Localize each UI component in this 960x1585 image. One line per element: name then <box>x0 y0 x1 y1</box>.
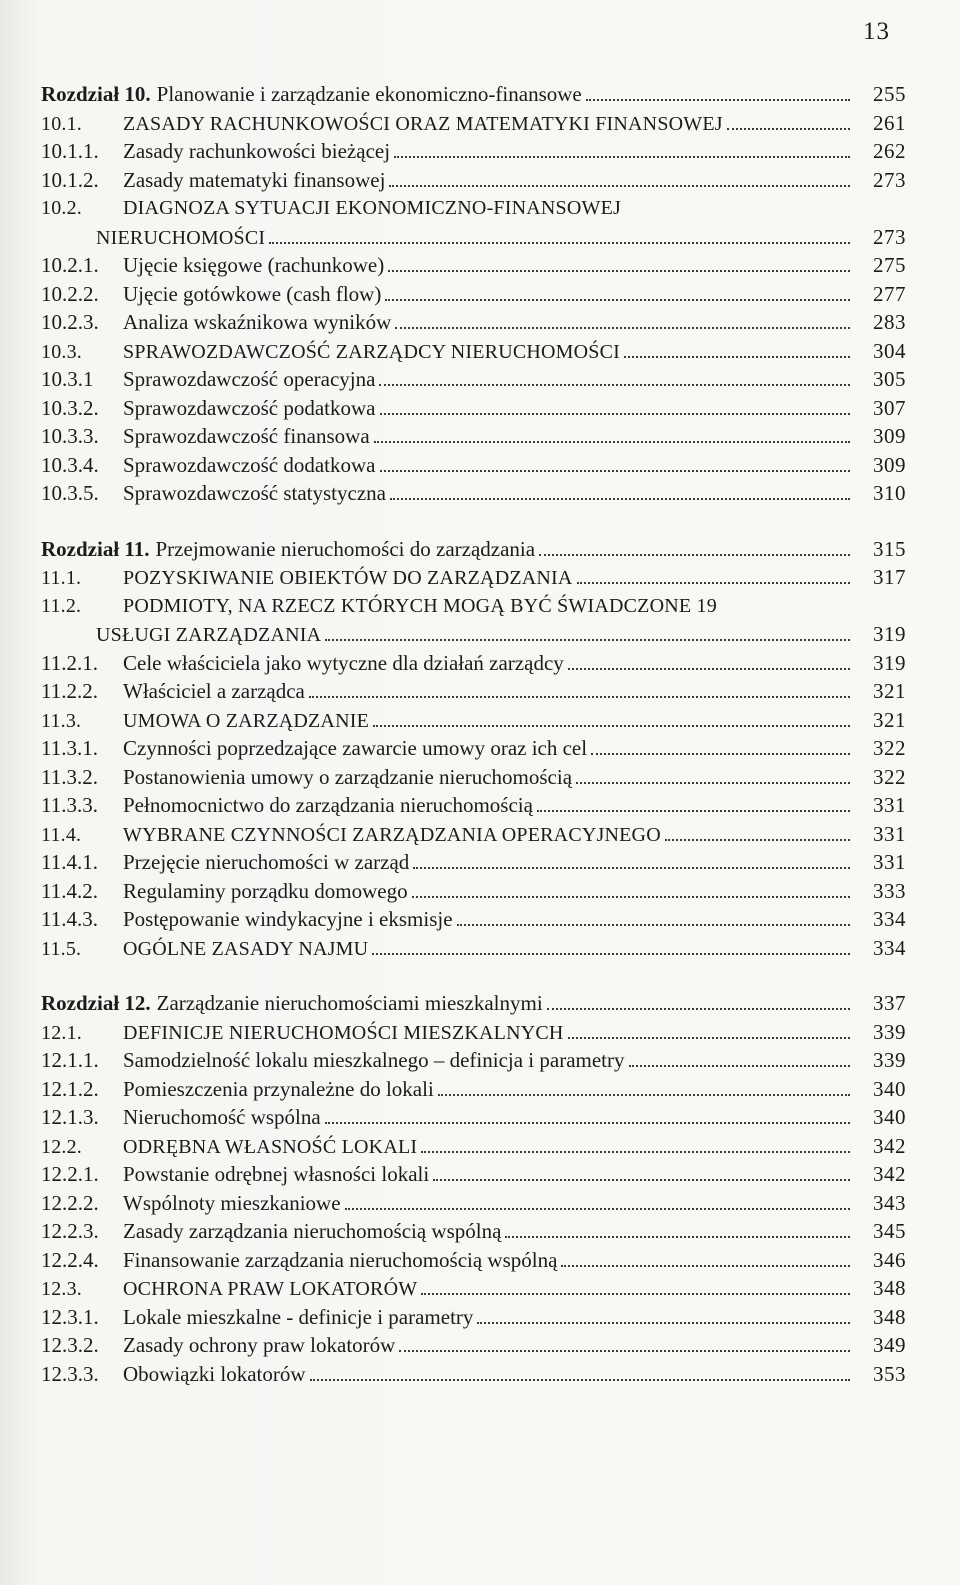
toc-entry <box>41 1075 906 1104</box>
dot-leader <box>310 1379 850 1381</box>
toc-entry <box>41 479 906 508</box>
toc-entry <box>41 1246 906 1275</box>
dot-leader <box>345 1208 850 1210</box>
toc-entry <box>41 308 906 337</box>
entry-title: DIAGNOZA SYTUACJI EKONOMICZNO-FINANSOWEJ <box>123 197 621 219</box>
entry-page: 348 <box>873 1304 906 1329</box>
entry-title: Postępowanie windykacyjne i eksmisje <box>123 907 453 931</box>
entry-title: POZYSKIWANIE OBIEKTÓW DO ZARZĄDZANIA <box>123 567 573 589</box>
entry-number: Rozdział 11. <box>41 536 150 561</box>
toc-entry <box>41 166 906 195</box>
entry-title: Pełnomocnictwo do zarządzania nieruchomością <box>123 793 533 817</box>
entry-title: OGÓLNE ZASADY NAJMU <box>123 937 369 960</box>
entry-page: 321 <box>873 679 906 703</box>
entry-number: 12.1.3. <box>41 1105 99 1129</box>
entry-title: Zasady zarządzania nieruchomością wspólną <box>123 1219 502 1243</box>
entry-number: 12.2.3. <box>41 1219 99 1243</box>
entry-number: 10.2. <box>41 197 82 219</box>
dot-leader <box>412 896 850 898</box>
entry-title: Zasady ochrony praw lokatorów <box>123 1333 396 1357</box>
entry-title: Zasady matematyki finansowej <box>123 167 386 192</box>
entry-number: 11.1. <box>41 567 82 589</box>
entry-page: 273 <box>873 167 906 192</box>
dot-leader <box>505 1236 850 1238</box>
entry-title: DEFINICJE NIERUCHOMOŚCI MIESZKALNYCH <box>123 1021 564 1044</box>
toc-chapter <box>41 80 906 508</box>
entry-page: 273 <box>873 224 906 249</box>
toc-entry <box>41 280 906 309</box>
entry-page: 348 <box>873 1276 906 1300</box>
toc-entry <box>41 394 906 423</box>
entry-page: 345 <box>873 1219 906 1243</box>
dot-leader <box>591 753 850 755</box>
dot-leader <box>421 1151 850 1153</box>
entry-title: Cele właściciela jako wytyczne dla działań zarządcy <box>123 650 564 675</box>
toc-entry <box>41 677 906 706</box>
toc-entry <box>41 337 906 366</box>
toc-entry <box>41 620 906 649</box>
chapter-heading <box>41 989 906 1018</box>
entry-title: WYBRANE CZYNNOŚCI ZARZĄDZANIA OPERACYJNEGO <box>123 823 661 846</box>
entry-number: 10.3.3. <box>41 424 99 448</box>
entry-number: 12.1. <box>41 1021 82 1044</box>
entry-title: Ujęcie księgowe (rachunkowe) <box>123 253 385 277</box>
toc-entry <box>41 1160 906 1189</box>
entry-page: 343 <box>873 1190 906 1215</box>
table-of-contents <box>41 80 906 1388</box>
entry-title: Analiza wskaźnikowa wyników <box>123 310 392 334</box>
entry-page: 307 <box>873 395 906 420</box>
entry-page: 317 <box>873 565 906 589</box>
entry-number: 10.3.2. <box>41 395 99 420</box>
dot-leader <box>385 299 850 301</box>
dot-leader <box>325 639 850 641</box>
dot-leader <box>629 1065 851 1067</box>
dot-leader <box>727 128 850 130</box>
dot-leader <box>399 1350 850 1352</box>
toc-entry <box>41 1303 906 1332</box>
dot-leader <box>394 156 850 158</box>
entry-page: 255 <box>873 82 906 106</box>
entry-page: 261 <box>873 110 906 135</box>
toc-entry <box>41 592 906 621</box>
entry-title: NIERUCHOMOŚCI <box>96 226 266 249</box>
toc-chapter <box>41 535 906 963</box>
entry-page: 315 <box>873 536 906 561</box>
entry-title: Ujęcie gotówkowe (cash flow) <box>123 281 382 306</box>
entry-number: Rozdział 12. <box>41 991 151 1015</box>
entry-title: Lokale mieszkalne - definicje i parametry <box>123 1304 474 1329</box>
entry-page: 340 <box>873 1105 906 1129</box>
entry-page: 322 <box>873 736 906 760</box>
entry-title: Zarządzanie nieruchomościami mieszkalnymi <box>156 991 543 1015</box>
dot-leader <box>539 554 850 556</box>
toc-entry <box>41 763 906 792</box>
entry-page: 353 <box>873 1361 906 1386</box>
toc-entry <box>41 451 906 480</box>
toc-entry <box>41 734 906 763</box>
toc-entry <box>41 422 906 451</box>
toc-entry <box>41 1132 906 1161</box>
entry-page: 319 <box>873 622 906 646</box>
dot-leader <box>438 1094 850 1096</box>
dot-leader <box>388 270 850 272</box>
entry-number: 11.4. <box>41 823 82 846</box>
entry-number: 12.2.1. <box>41 1162 99 1186</box>
entry-number: 10.1.1. <box>41 139 99 163</box>
toc-entry <box>41 706 906 735</box>
entry-page: 333 <box>873 878 906 903</box>
entry-page: 340 <box>873 1076 906 1101</box>
entry-page: 334 <box>873 907 906 931</box>
entry-page: 331 <box>873 821 906 846</box>
toc-entry <box>41 365 906 394</box>
entry-page: 331 <box>873 850 906 874</box>
entry-title: Czynności poprzedzające zawarcie umowy oraz ich cel <box>123 736 588 760</box>
entry-title: Postanowienia umowy o zarządzanie nieruchomością <box>123 764 573 789</box>
toc-entry <box>41 563 906 592</box>
toc-entry <box>41 251 906 280</box>
entry-page: 346 <box>873 1247 906 1272</box>
dot-leader <box>421 1293 850 1295</box>
entry-title: Przejęcie nieruchomości w zarząd <box>123 850 410 874</box>
dot-leader <box>547 1008 850 1010</box>
entry-number: 10.3.5. <box>41 481 99 505</box>
entry-number: 12.1.1. <box>41 1048 99 1072</box>
entry-number: 12.3.2. <box>41 1333 99 1357</box>
toc-entry <box>41 1217 906 1246</box>
toc-entry <box>41 194 906 223</box>
toc-entry <box>41 1103 906 1132</box>
entry-page: 337 <box>873 991 906 1015</box>
entry-page: 275 <box>873 253 906 277</box>
dot-leader <box>373 725 850 727</box>
entry-number: 12.3.3. <box>41 1361 99 1386</box>
toc-entry <box>41 934 906 963</box>
entry-number: 10.1. <box>41 112 82 135</box>
dot-leader <box>433 1179 850 1181</box>
entry-number: 11.4.1. <box>41 850 98 874</box>
entry-page: 309 <box>873 452 906 477</box>
entry-page: 319 <box>873 650 906 675</box>
entry-title: Zasady rachunkowości bieżącej <box>123 139 391 163</box>
entry-number: 11.4.2. <box>41 878 98 903</box>
toc-entry <box>41 1018 906 1047</box>
dot-leader <box>380 413 851 415</box>
dot-leader <box>537 810 850 812</box>
dot-leader <box>413 867 850 869</box>
dot-leader <box>477 1322 850 1324</box>
entry-title: PODMIOTY, NA RZECZ KTÓRYCH MOGĄ BYĆ ŚWIADCZONE 19 <box>123 594 717 617</box>
entry-number: 10.1.2. <box>41 167 99 192</box>
chapter-heading <box>41 535 906 564</box>
entry-title: Sprawozdawczość podatkowa <box>123 395 376 420</box>
entry-page: 304 <box>873 338 906 363</box>
dot-leader <box>561 1265 850 1267</box>
entry-page: 310 <box>873 481 906 505</box>
entry-page: 321 <box>873 707 906 732</box>
dot-leader <box>624 356 850 358</box>
entry-page: 334 <box>873 935 906 960</box>
entry-title: Regulaminy porządku domowego <box>123 878 408 903</box>
entry-number: 10.2.1. <box>41 253 99 277</box>
entry-title: Powstanie odrębnej własności lokali <box>123 1162 430 1186</box>
entry-page: 309 <box>873 424 906 448</box>
dot-leader <box>457 924 850 926</box>
entry-number: 10.3.1 <box>41 367 94 391</box>
entry-number: 11.3. <box>41 709 82 732</box>
dot-leader <box>586 99 850 101</box>
entry-title: OCHRONA PRAW LOKATORÓW <box>123 1278 418 1300</box>
toc-entry <box>41 109 906 138</box>
entry-number: 12.2. <box>41 1135 82 1158</box>
entry-page: 322 <box>873 764 906 789</box>
entry-title: Sprawozdawczość dodatkowa <box>123 452 376 477</box>
entry-number: 11.3.1. <box>41 736 98 760</box>
dot-leader <box>374 441 850 443</box>
entry-title: Obowiązki lokatorów <box>123 1361 306 1386</box>
entry-number: 10.2.2. <box>41 281 99 306</box>
dot-leader <box>389 185 850 187</box>
dot-leader <box>568 668 850 670</box>
toc-entry <box>41 820 906 849</box>
entry-title: ODRĘBNA WŁASNOŚĆ LOKALI <box>123 1135 418 1158</box>
toc-entry <box>41 1360 906 1389</box>
toc-entry <box>41 848 906 877</box>
dot-leader <box>380 470 851 472</box>
entry-number: 11.5. <box>41 937 82 960</box>
entry-title: Planowanie i zarządzanie ekonomiczno-finansowe <box>156 82 582 106</box>
entry-page: 331 <box>873 793 906 817</box>
entry-title: USŁUGI ZARZĄDZANIA <box>96 624 322 646</box>
toc-entry <box>41 1189 906 1218</box>
entry-title: Samodzielność lokalu mieszkalnego – definicja i parametry <box>123 1048 625 1072</box>
entry-title: ZASADY RACHUNKOWOŚCI ORAZ MATEMATYKI FINANSOWEJ <box>123 112 723 135</box>
entry-page: 349 <box>873 1333 906 1357</box>
entry-title: Przejmowanie nieruchomości do zarządzania <box>155 536 536 561</box>
toc-entry <box>41 1274 906 1303</box>
entry-title: Finansowanie zarządzania nieruchomością wspólną <box>123 1247 558 1272</box>
entry-number: 11.3.2. <box>41 764 98 789</box>
entry-title: Wspólnoty mieszkaniowe <box>123 1190 341 1215</box>
entry-page: 342 <box>873 1133 906 1158</box>
toc-entry <box>41 137 906 166</box>
entry-page: 342 <box>873 1162 906 1186</box>
entry-page: 283 <box>873 310 906 334</box>
entry-title: Nieruchomość wspólna <box>123 1105 321 1129</box>
entry-title: Sprawozdawczość operacyjna <box>123 367 376 391</box>
entry-title: Sprawozdawczość finansowa <box>123 424 370 448</box>
entry-number: 11.4.3. <box>41 907 98 931</box>
dot-leader <box>269 242 850 244</box>
entry-number: 10.3.4. <box>41 452 99 477</box>
entry-page: 305 <box>873 367 906 391</box>
entry-number: 11.2.1. <box>41 650 98 675</box>
page-number: 13 <box>863 18 890 45</box>
entry-number: 12.1.2. <box>41 1076 99 1101</box>
chapter-heading <box>41 80 906 109</box>
entry-number: 12.3. <box>41 1278 82 1300</box>
dot-leader <box>568 1037 850 1039</box>
dot-leader <box>309 696 850 698</box>
entry-title: SPRAWOZDAWCZOŚĆ ZARZĄDCY NIERUCHOMOŚCI <box>123 340 621 363</box>
toc-entry <box>41 1046 906 1075</box>
entry-title: Sprawozdawczość statystyczna <box>123 481 386 505</box>
toc-entry <box>41 649 906 678</box>
entry-page: 262 <box>873 139 906 163</box>
entry-title: UMOWA O ZARZĄDZANIE <box>123 709 369 732</box>
dot-leader <box>390 498 850 500</box>
entry-number: 10.3. <box>41 340 82 363</box>
entry-number: 12.3.1. <box>41 1304 99 1329</box>
entry-number: Rozdział 10. <box>41 82 151 106</box>
entry-number: 11.3.3. <box>41 793 98 817</box>
entry-title: Pomieszczenia przynależne do lokali <box>123 1076 434 1101</box>
entry-title: Właściciel a zarządca <box>123 679 305 703</box>
dot-leader <box>379 384 850 386</box>
toc-entry <box>41 791 906 820</box>
toc-entry <box>41 905 906 934</box>
dot-leader <box>576 782 850 784</box>
entry-page: 339 <box>873 1019 906 1044</box>
toc-entry <box>41 223 906 252</box>
toc-entry <box>41 1331 906 1360</box>
dot-leader <box>665 839 850 841</box>
entry-number: 12.2.2. <box>41 1190 99 1215</box>
entry-number: 10.2.3. <box>41 310 99 334</box>
dot-leader <box>577 582 850 584</box>
entry-number: 11.2.2. <box>41 679 98 703</box>
dot-leader <box>395 327 850 329</box>
entry-page: 339 <box>873 1048 906 1072</box>
entry-number: 11.2. <box>41 594 82 617</box>
toc-chapter <box>41 989 906 1388</box>
entry-page: 277 <box>873 281 906 306</box>
dot-leader <box>325 1122 850 1124</box>
dot-leader <box>372 953 850 955</box>
entry-number: 12.2.4. <box>41 1247 99 1272</box>
toc-entry <box>41 877 906 906</box>
